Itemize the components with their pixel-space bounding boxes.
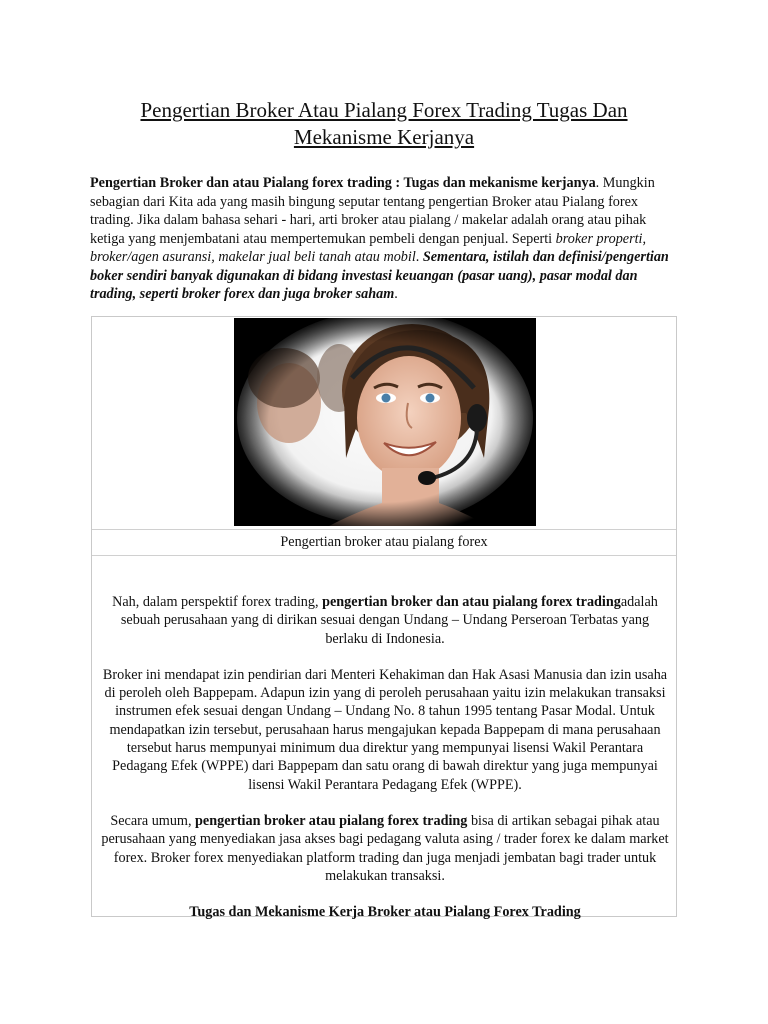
title-line-2: Mekanisme Kerjanya	[293, 125, 475, 149]
section-heading: Tugas dan Mekanisme Kerja Broker atau Pialang Forex Trading	[189, 904, 581, 921]
intro-text-3: .	[394, 286, 398, 302]
para3-bold: pengertian broker atau pialang forex trading	[195, 812, 468, 829]
customer-service-photo	[234, 318, 536, 526]
image-caption: Pengertian broker atau pialang forex	[92, 529, 676, 556]
para1-bold: pengertian broker dan atau pialang forex trading	[322, 594, 621, 610]
intro-lead-bold: Pengertian Broker dan atau Pialang forex trading : Tugas dan mekanisme kerjanya	[90, 175, 596, 191]
document-title	[90, 97, 678, 151]
content-table	[91, 316, 677, 921]
image-row	[92, 317, 676, 530]
intro-bold-italic: Sementara, istilah dan definisi/pengertian boker sendiri banyak digunakan di bidang investasi keuangan (pasar uang), pasar modal dan trading, seperti broker forex dan juga broker saham	[90, 249, 669, 302]
intro-text-1: Mungkin sebagian dari Kita ada yang masih bingung seputar tentang pengertian Broker atau Pialang forex trading. Jika dalam bahasa sehari - hari, arti broker atau pialang / makelar adalah orang atau pihak ketiga yang menjembatani atau mempertemukan pembeli dengan penjual. Seperti	[90, 175, 655, 247]
table-body-text	[100, 593, 670, 939]
paragraph-general	[100, 812, 670, 885]
intro-italic-examples: broker properti, broker/agen asuransi, makelar jual beli tanah atau mobil	[90, 230, 647, 265]
intro-paragraph	[90, 174, 680, 304]
para1-text-a: Nah, dalam perspektif forex trading,	[112, 594, 323, 610]
headset-woman-icon	[234, 318, 536, 526]
para1-text-b: adalah sebuah perusahaan yang di dirikan sesuai dengan Undang – Undang Perseroan Terbatas yang berlaku di Indonesia.	[120, 594, 658, 647]
paragraph-definition	[100, 593, 670, 648]
title-line-1: Pengertian Broker Atau Pialang Forex Trading Tugas Dan	[140, 98, 628, 122]
intro-text-2: .	[415, 249, 423, 265]
para3-text-b: bisa di artikan sebagai pihak atau perusahaan yang menyediakan jasa akses bagi pedagang valuta asing / trader forex ke dalam market forex. Broker forex menyediakan platform trading dan juga menjadi jembatan bagi trader untuk melakukan transaksi.	[101, 812, 669, 884]
para3-text-a: Secara umum,	[110, 812, 196, 829]
intro-lead-end: .	[595, 175, 600, 191]
paragraph-license: Broker ini mendapat izin pendirian dari Menteri Kehakiman dan Hak Asasi Manusia dan izin usaha di peroleh oleh Bappepam. Adapun izin yang di peroleh perusahaan yaitu izin melakukan transaksi instrumen efek sesuai dengan Undang – Undang No. 8 tahun 1995 tentang Pasar Modal. Untuk mendapatkan izin tersebut, perusahaan harus mengajukan kepada Bappepam di mana perusahaan tersebut harus mempunyai minimum dua direktur yang mempunyai lisensi Wakil Perantara Pedagang Efek (WPPE) dari Bappepam dan satu orang di bawah direktur yang juga mempunyai lisensi Wakil Perantara Pedagang Efek (WPPE).	[102, 666, 668, 793]
